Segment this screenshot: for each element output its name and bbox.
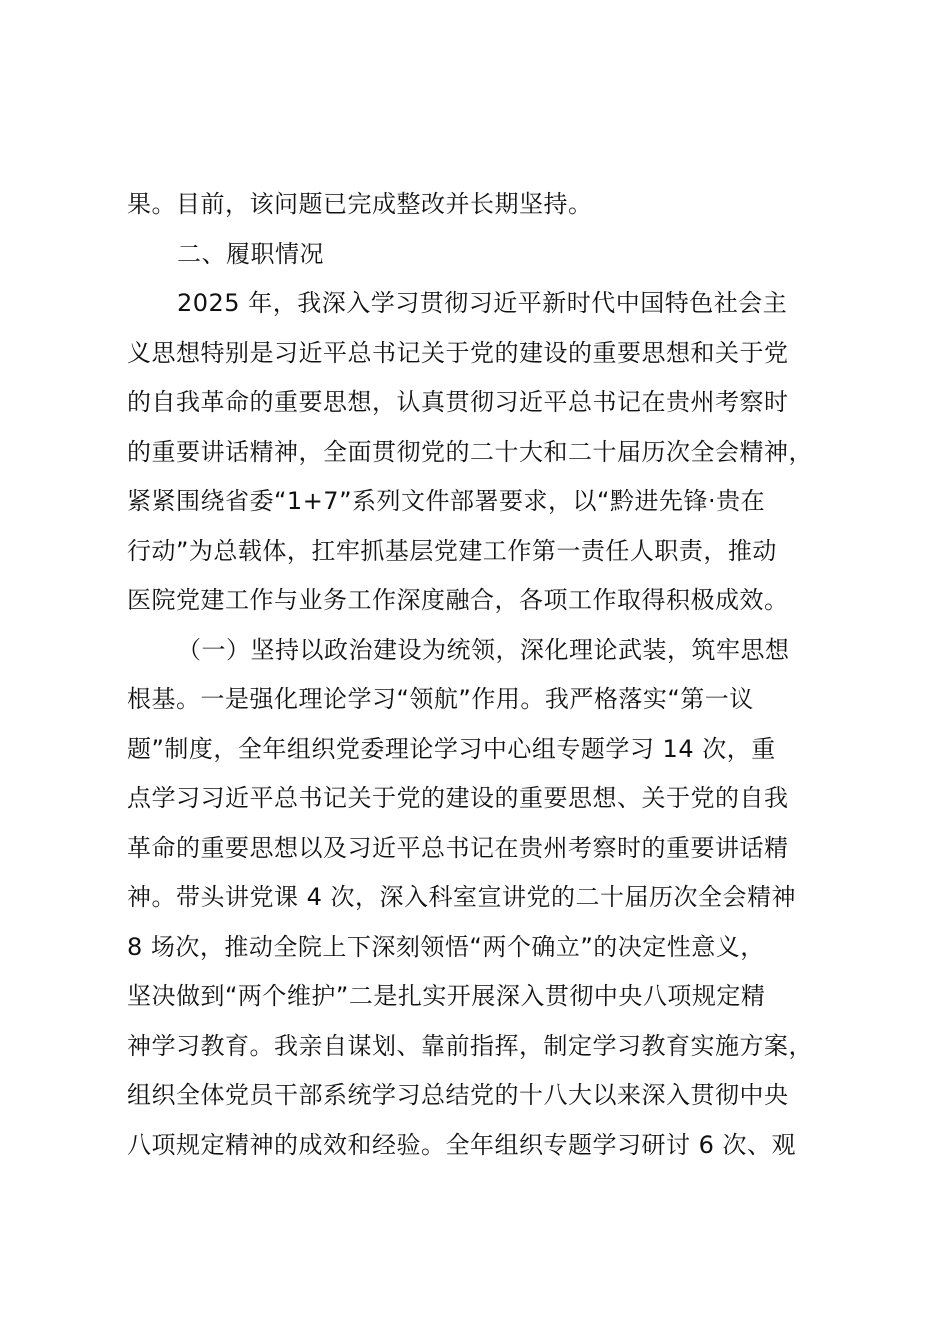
text-line: 组织全体党员干部系统学习总结党的十八大以来深入贯彻中央: [127, 1081, 789, 1109]
text-line: 二、履职情况: [177, 239, 324, 268]
text-line: 果。目前，该问题已完成整改并长期坚持。: [127, 190, 593, 218]
text-line: 神。带头讲党课 4 次，深入科室宣讲党的二十届历次全会精神: [127, 883, 797, 911]
text-line: 医院党建工作与业务工作深度融合，各项工作取得积极成效。: [127, 586, 789, 614]
text-line: 神学习教育。我亲自谋划、靠前指挥，制定学习教育实施方案，: [127, 1031, 813, 1060]
text-line: 8 场次，推动全院上下深刻领悟“两个确立”的决定性意义，: [127, 932, 765, 961]
text-line: 点学习习近平总书记关于党的建设的重要思想、关于党的自我: [127, 784, 789, 812]
body-text: [127, 180, 867, 1170]
text-line: 题”制度，全年组织党委理论学习中心组专题学习 14 次，重: [127, 734, 776, 763]
text-line: 紧紧围绕省委“1+7”系列文件部署要求，以“黔进先锋·贵在: [127, 487, 766, 515]
text-line: 革命的重要思想以及习近平总书记在贵州考察时的重要讲话精: [127, 833, 789, 862]
text-line: 行动”为总载体，扛牢抓基层党建工作第一责任人职责，推动: [127, 536, 777, 565]
text-line: 2025 年，我深入学习贯彻习近平新时代中国特色社会主: [177, 289, 788, 317]
text-line: 根基。一是强化理论学习“领航”作用。我严格落实“第一议: [127, 685, 754, 713]
text-line: 义思想特别是习近平总书记关于党的建设的重要思想和关于党: [127, 338, 789, 367]
text-line: 的重要讲话精神，全面贯彻党的二十大和二十届历次全会精神，: [127, 437, 813, 466]
text-line: （一）坚持以政治建设为统领，深化理论武装，筑牢思想: [177, 635, 790, 664]
text-line: 八项规定精神的成效和经验。全年组织专题学习研讨 6 次、观: [127, 1130, 797, 1159]
text-line: 的自我革命的重要思想，认真贯彻习近平总书记在贵州考察时: [127, 388, 789, 416]
text-line: 坚决做到“两个维护”二是扎实开展深入贯彻中央八项规定精: [127, 982, 766, 1010]
